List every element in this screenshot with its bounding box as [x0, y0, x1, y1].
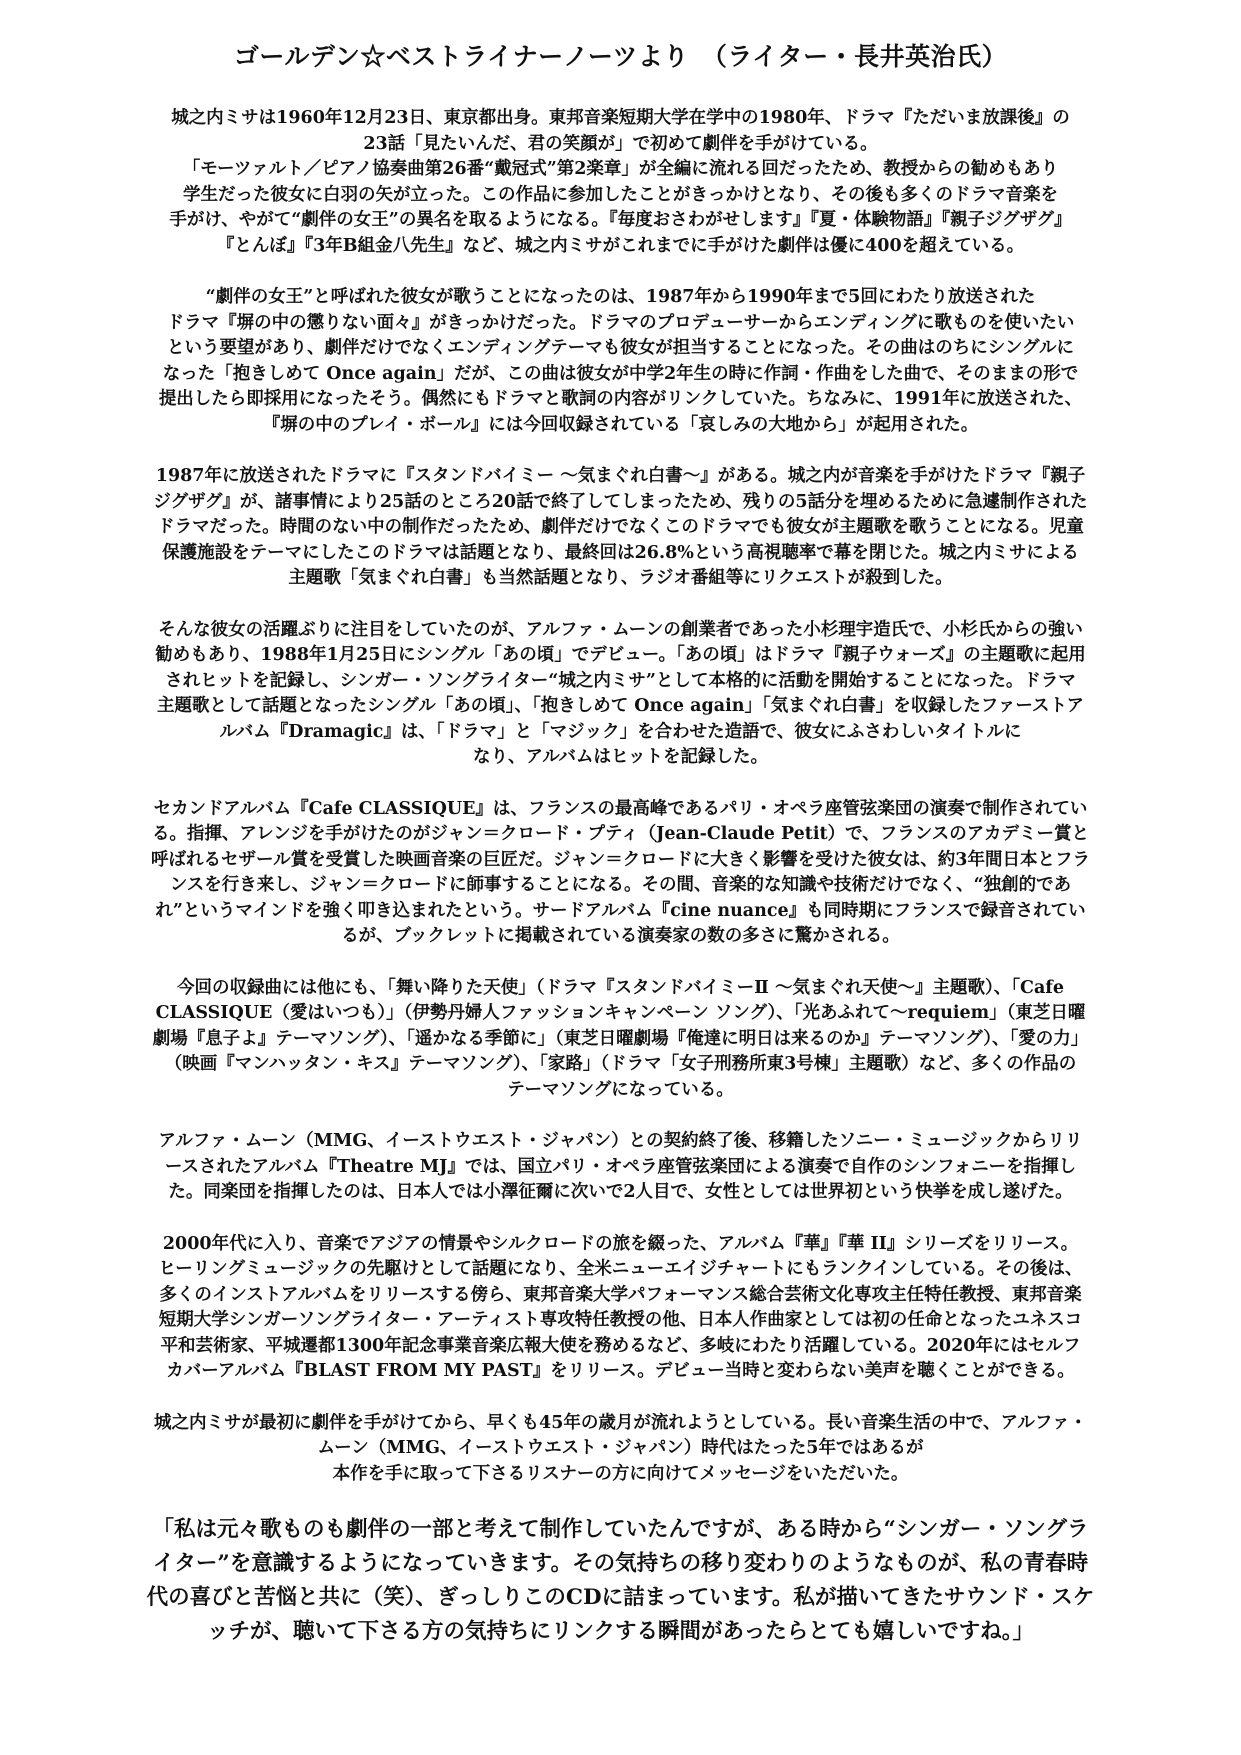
quote-line: 代の喜びと苦悩と共に（笑）、ぎっしりこのCDに詰まっています。私が描いてきたサウンド・スケ	[146, 1585, 1095, 1610]
text-line: 平和芸術家、平城遷都1300年記念事業音楽広報大使を務めるなど、多岐にわたり活躍している。2020年にはセルフ	[160, 1335, 1081, 1356]
text-line: CLASSIQUE（愛はいつも）」（伊勢丹婦人ファッションキャンペーン ソング）、「光あふれて～requiem」（東芝日曜	[155, 1003, 1086, 1023]
liner-notes-page	[22, 40, 1219, 1649]
text-line: ムーン（MMG、イーストウエスト・ジャパン）時代はたった5年ではあるが	[317, 1438, 924, 1458]
text-line: カバーアルバム『BLAST FROM MY PAST』をリリース。デビュー当時と変わらない美声を聴くことができる。	[166, 1361, 1075, 1381]
paragraph-singing-start	[22, 285, 1219, 438]
text-line: 劇場『息子よ』テーマソング）、「遥かなる季節に」（東芝日曜劇場『俺達に明日は来るのか』テーマソング）、「愛の力」	[152, 1028, 1089, 1049]
quote-line: 「私は元々歌ものも劇伴の一部と考えて制作していたんですが、ある時から“シンガー・ソングラ	[152, 1517, 1089, 1542]
text-line: 「モーツァルト／ピアノ協奏曲第26番“戴冠式”第2楽章」が全編に流れる回だったため、教授からの勧めもあり	[182, 159, 1059, 179]
text-line: 2000年代に入り、音楽でアジアの情景やシルクロードの旅を綴った、アルバム『華』『華 II』シリーズをリリース。	[162, 1233, 1079, 1254]
text-line: 城之内ミサは1960年12月23日、東京都出身。東邦音楽短期大学在学中の1980年、ドラマ『ただいま放課後』の	[171, 108, 1070, 128]
document-title: ゴールデン☆ベストライナーノーツより （ライター・長井英治氏）	[233, 42, 1008, 71]
text-line: 主題歌として話題となったシングル「あの頃」、「抱きしめて Once again」「気まぐれ白書」を収録したファーストア	[157, 696, 1084, 716]
paragraph-message-intro	[22, 1411, 1219, 1488]
text-line: セカンドアルバム『Cafe CLASSIQUE』は、フランスの最高峰であるパリ・オペラ座管弦楽団の演奏で制作されてい	[153, 798, 1088, 819]
text-line: ヒーリングミュージックの先駆けとして話題になり、全米ニューエイジチャートにもランクインしている。その後は、	[158, 1259, 1083, 1279]
text-line: （映画『マンハッタン・キス』テーマソング）、「家路」（ドラマ「女子刑務所東3号棟」主題歌）など、多くの作品の	[164, 1054, 1077, 1074]
text-line: 勧めもあり、1988年1月25日にシングル「あの頃」でデビュー。「あの頃」はドラマ『親子ウォーズ』の主題歌に起用	[155, 645, 1086, 665]
text-line: れ”というマインドを強く叩き込まれたという。サードアルバム『cine nuance』も同時期にフランスで録音されてい	[155, 900, 1086, 921]
text-line: 今回の収録曲には他にも、「舞い降りた天使」（ドラマ『スタンドバイミーⅡ ～気まぐれ天使～』主題歌）、「Cafe	[177, 977, 1064, 998]
text-line: 学生だった彼女に白羽の矢が立った。この作品に参加したことがきっかけとなり、その後も多くのドラマ音楽を	[183, 184, 1058, 205]
paragraph-stand-by-me	[22, 464, 1219, 592]
text-line: 呼ばれるセザール賞を受賞した映画音楽の巨匠だ。ジャン＝クロードに大きく影響を受けた彼女は、約3年間日本とフラ	[151, 849, 1090, 870]
text-line: なった「抱きしめて Once again」だが、この曲は彼女が中学2年生の時に作詞・作曲をした曲で、そのままの形で	[162, 363, 1079, 384]
paragraph-2000s	[22, 1232, 1219, 1385]
text-line: そんな彼女の活躍ぶりに注目をしていたのが、アルファ・ムーンの創業者であった小杉理宇造氏で、小杉氏からの強い	[158, 619, 1083, 640]
text-line: アルファ・ムーン（MMG、イーストウエスト・ジャパン）との契約終了後、移籍したソニー・ミュージックからリリ	[158, 1131, 1083, 1151]
text-line: 保護施設をテーマにしたこのドラマは話題となり、最終回は26.8%という高視聴率で幕を閉じた。城之内ミサによる	[162, 542, 1079, 563]
text-line: ンスを行き来し、ジャン＝クロードに師事することになる。その間、音楽的な知識や技術だけでなく、“独創的であ	[169, 875, 1072, 895]
artist-message-quote	[22, 1513, 1219, 1649]
paragraph-theatre-mj	[22, 1129, 1219, 1206]
text-line: るが、ブックレットに掲載されている演奏家の数の多さに驚かされる。	[341, 926, 900, 946]
text-line: 提出したら即採用になったそう。偶然にもドラマと歌詞の内容がリンクしていた。ちなみに、1991年に放送された、	[158, 389, 1083, 409]
text-line: 23話「見たいんだ、君の笑顔が」で初めて劇伴を手がけている。	[363, 133, 878, 154]
text-line: 『とんぼ』『3年B組金八先生』など、城之内ミサがこれまでに手がけた劇伴は優に400を超えている。	[216, 235, 1025, 256]
paragraph-other-songs	[22, 976, 1219, 1104]
text-line: “劇伴の女王”と呼ばれた彼女が歌うことになったのは、1987年から1990年まで5回にわたり放送された	[205, 287, 1036, 307]
text-line: 短期大学シンガーソングライター・アーティスト専攻特任教授の他、日本人作曲家としては初の任命となったユネスコ	[158, 1310, 1083, 1330]
text-line: 多くのインストアルバムをリリースする傍ら、東邦音楽大学パフォーマンス総合芸術文化専攻主任特任教授、東邦音楽	[159, 1284, 1082, 1305]
text-line: 本作を手に取って下さるリスナーの方に向けてメッセージをいただいた。	[332, 1463, 909, 1484]
paragraph-debut	[22, 618, 1219, 771]
text-line: ドラマだった。時間のない中の制作だったため、劇伴だけでなくこのドラマでも彼女が主題歌を歌うことになる。児童	[157, 517, 1084, 537]
text-line: 主題歌「気まぐれ白書」も当然話題となり、ラジオ番組等にリクエストが殺到した。	[288, 568, 953, 588]
text-line: されヒットを記録し、シンガー・ソングライター“城之内ミサ”として本格的に活動を開始することになった。ドラマ	[165, 670, 1076, 691]
text-line: 城之内ミサが最初に劇伴を手がけてから、早くも45年の歳月が流れようとしている。長い音楽生活の中で、アルファ・	[154, 1412, 1087, 1433]
paragraph-career-start	[22, 106, 1219, 259]
text-line: る。指揮、アレンジを手がけたのがジャン＝クロード・プティ（Jean-Claude Petit）で、フランスのアカデミー賞と	[151, 824, 1090, 844]
text-line: ルバム『Dramagic』は、「ドラマ」と「マジック」を合わせた造語で、彼女にふさわしいタイトルに	[219, 721, 1022, 742]
paragraph-cafe-classique	[22, 797, 1219, 950]
text-line: 1987年に放送されたドラマに『スタンドバイミー ～気まぐれ白書～』がある。城之内が音楽を手がけたドラマ『親子	[155, 466, 1086, 486]
text-line: た。同楽団を指揮したのは、日本人では小澤征爾に次いで2人目で、女性としては世界初という快挙を成し遂げた。	[168, 1182, 1073, 1202]
quote-line: イター”を意識するようになっていきます。その気持ちの移り変わりのようなものが、私の青春時	[152, 1551, 1089, 1576]
text-line: テーマソングになっている。	[507, 1079, 734, 1100]
text-line: なり、アルバムはヒットを記録した。	[472, 747, 769, 767]
text-line: ドラマ『塀の中の懲りない面々』がきっかけだった。ドラマのプロデューサーからエンディングに歌ものを使いたい	[166, 312, 1075, 333]
text-line: という要望があり、劇伴だけでなくエンディングテーマも彼女が担当することになった。その曲はのちにシングルに	[167, 338, 1074, 358]
text-line: 手がけ、やがて“劇伴の女王”の異名を取るようになる。『毎度おさわがせします』『夏・体験物語』『親子ジグザグ』	[169, 210, 1072, 230]
quote-line: ッチが、聴いて下さる方の気持ちにリンクする瞬間があったらとても嬉しいですね。」	[206, 1619, 1035, 1644]
text-line: ースされたアルバム『Theatre MJ』では、国立パリ・オペラ座管弦楽団による演奏で自作のシンフォニーを指揮し	[164, 1156, 1077, 1177]
text-line: 『塀の中のプレイ・ボール』には今回収録されている「哀しみの大地から」が起用された。	[262, 414, 979, 435]
text-line: ジグザグ』が、諸事情により25話のところ20話で終了してしまったため、残りの5話分を埋めるために急遽制作された	[153, 491, 1088, 512]
